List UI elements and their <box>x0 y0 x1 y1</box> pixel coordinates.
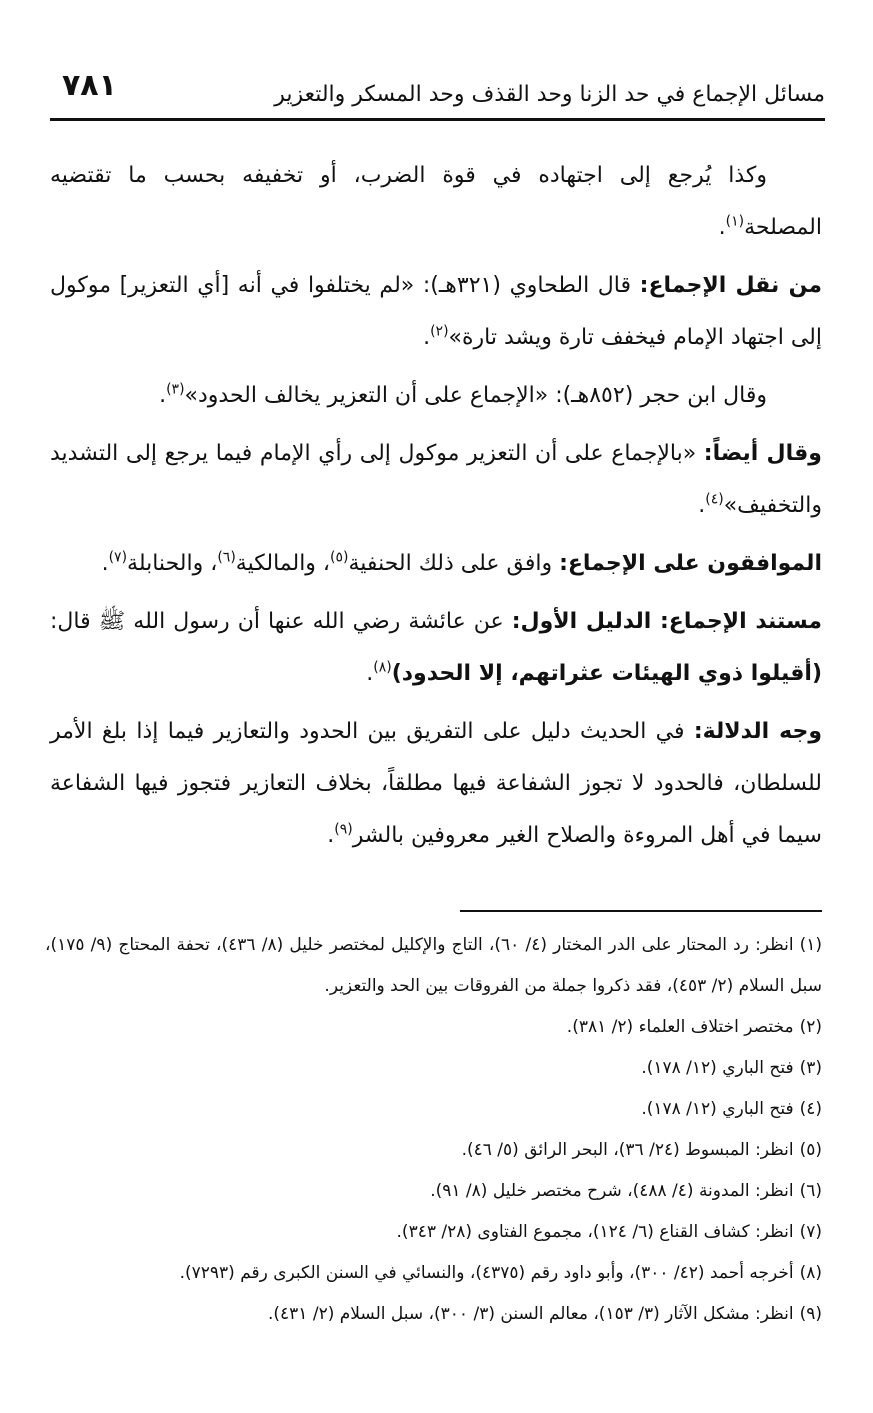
paragraph-5 <box>50 538 822 590</box>
footnote-text: انظر: رد المحتار على الدر المختار (٤/ ٦٠)، التاج والإكليل لمختصر خليل (٨/ ٤٣٦)، تحفة المحتاج (٩/ ١٧٥)، سبل السلام (٢/ ٤٥٣)، فقد ذكروا جملة من الفروقات بين الحد والتعزير. <box>45 935 822 996</box>
page-number: ٧٨١ <box>62 68 117 103</box>
paragraph-text: «بالإجماع على أن التعزير موكول إلى رأي الإمام فيما يرجع إلى التشديد والتخفيف» <box>50 441 822 518</box>
footnote-marker[interactable]: (٣) <box>166 381 185 398</box>
footnote-text: انظر: كشاف القناع (٦/ ١٢٤)، مجموع الفتاوى (٢٨/ ٣٤٣). <box>396 1222 794 1242</box>
paragraph-2 <box>50 260 822 364</box>
paragraph-text: ، والحنابلة <box>127 551 218 576</box>
footnote-7 <box>45 1212 822 1253</box>
footnote-8 <box>45 1253 822 1294</box>
paragraph-tail: . <box>366 661 374 686</box>
section-lead: وجه الدلالة: <box>693 719 822 744</box>
footnote-marker[interactable]: (٩) <box>334 821 353 838</box>
footnote-number: (٣) <box>799 1058 822 1078</box>
footnote-6 <box>45 1171 822 1212</box>
paragraph-text: ، والمالكية <box>235 551 331 576</box>
paragraph-text: وقال ابن حجر (٨٥٢هـ): «الإجماع على أن التعزير يخالف الحدود» <box>184 383 767 408</box>
header-rule <box>50 118 825 121</box>
footnote-number: (٧) <box>799 1222 822 1242</box>
footnote-marker[interactable]: (٢) <box>430 323 449 340</box>
footnotes <box>45 925 822 1335</box>
paragraph-text: وكذا يُرجع إلى اجتهاده في قوة الضرب، أو تخفيفه بحسب ما تقتضيه المصلحة <box>50 163 822 240</box>
footnote-text: أخرجه أحمد (٤٢/ ٣٠٠)، وأبو داود رقم (٤٣٧٥)، والنسائي في السنن الكبرى رقم (٧٢٩٣). <box>179 1263 794 1283</box>
footnote-marker[interactable]: (٥) <box>330 549 349 566</box>
footnote-marker[interactable]: (٤) <box>705 491 724 508</box>
paragraph-tail: . <box>718 215 726 240</box>
paragraph-text: وافق على ذلك الحنفية <box>348 551 560 576</box>
footnote-number: (٢) <box>799 1017 822 1037</box>
footnote-number: (٤) <box>799 1099 822 1119</box>
footnote-text: انظر: مشكل الآثار (٣/ ١٥٣)، معالم السنن (٣/ ٣٠٠)، سبل السلام (٢/ ٤٣١). <box>267 1304 794 1324</box>
paragraph-tail: . <box>698 493 706 518</box>
paragraph-7 <box>50 706 822 862</box>
footnote-text: فتح الباري (١٢/ ١٧٨). <box>641 1099 794 1119</box>
footnote-text: انظر: المبسوط (٢٤/ ٣٦)، البحر الرائق (٥/ ٤٦). <box>461 1140 794 1160</box>
footnote-text: انظر: المدونة (٤/ ٤٨٨)، شرح مختصر خليل (٨/ ٩١). <box>430 1181 794 1201</box>
footnote-text: مختصر اختلاف العلماء (٢/ ٣٨١). <box>566 1017 794 1037</box>
footnote-marker[interactable]: (١) <box>725 213 745 230</box>
main-text <box>50 150 822 868</box>
section-lead: وقال أيضاً: <box>703 441 822 466</box>
footnote-text: فتح الباري (١٢/ ١٧٨). <box>641 1058 794 1078</box>
section-lead: من نقل الإجماع: <box>639 273 822 298</box>
footnote-5 <box>45 1130 822 1171</box>
paragraph-6 <box>50 596 822 700</box>
footnote-9 <box>45 1294 822 1335</box>
footnote-separator <box>460 910 822 912</box>
footnote-number: (٩) <box>799 1304 822 1324</box>
footnote-marker[interactable]: (٨) <box>373 659 392 676</box>
running-title: مسائل الإجماع في حد الزنا وحد القذف وحد المسكر والتعزير <box>274 82 825 107</box>
paragraph-tail: . <box>159 383 167 408</box>
paragraph-text: قال الطحاوي (٣٢١هـ): «لم يختلفوا في أنه [أي التعزير] موكول إلى اجتهاد الإمام فيخفف تارة ويشد تارة» <box>50 273 822 350</box>
paragraph-tail: . <box>327 823 335 848</box>
footnote-2 <box>45 1007 822 1048</box>
paragraph-text: في الحديث دليل على التفريق بين الحدود والتعازير فيما إذا بلغ الأمر للسلطان، فالحدود لا تجوز الشفاعة فيها مطلقاً، بخلاف التعازير فتجوز فيها الشفاعة سيما في أهل المروءة والصلاح الغير معروفين بالشر <box>50 719 822 848</box>
footnote-number: (٨) <box>799 1263 822 1283</box>
page-header <box>50 60 825 118</box>
paragraph-1 <box>50 150 822 254</box>
paragraph-tail: . <box>101 551 109 576</box>
paragraph-4 <box>50 428 822 532</box>
footnote-number: (٦) <box>799 1181 822 1201</box>
footnote-3 <box>45 1048 822 1089</box>
footnote-marker[interactable]: (٦) <box>217 549 236 566</box>
footnote-4 <box>45 1089 822 1130</box>
section-lead: مستند الإجماع: الدليل الأول: <box>511 609 823 634</box>
footnote-number: (١) <box>799 935 822 955</box>
hadith-quote: (أقيلوا ذوي الهيئات عثراتهم، إلا الحدود) <box>391 661 822 686</box>
footnote-marker[interactable]: (٧) <box>108 549 128 566</box>
footnote-1 <box>45 925 822 1007</box>
paragraph-text: عن عائشة رضي الله عنها أن رسول الله ﷺ قال: <box>50 609 512 634</box>
paragraph-tail: . <box>423 325 431 350</box>
paragraph-3 <box>50 370 822 422</box>
footnote-number: (٥) <box>799 1140 822 1160</box>
section-lead: الموافقون على الإجماع: <box>559 551 822 576</box>
